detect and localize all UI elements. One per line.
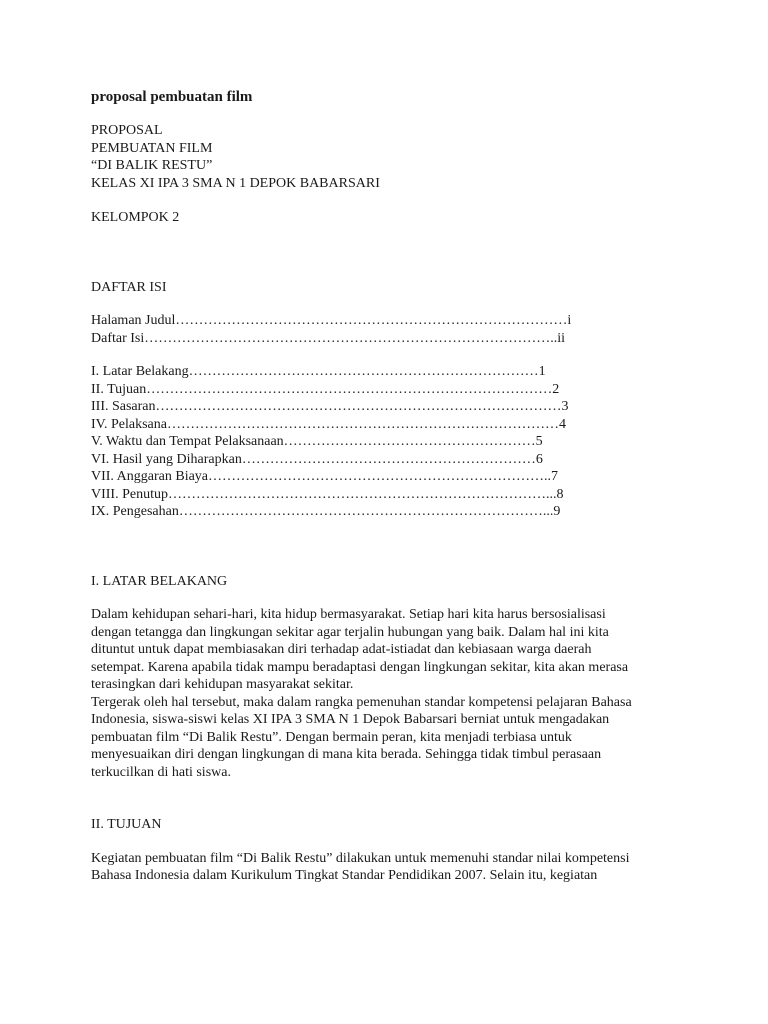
paragraph-line: Indonesia, siswa-siswi kelas XI IPA 3 SMA N 1 Depok Babarsari berniat untuk mengadakan [91, 712, 610, 727]
paragraph-line: Dalam kehidupan sehari-hari, kita hidup bermasyarakat. Setiap hari kita harus bersosialisasi [91, 607, 606, 622]
paragraph-line: dituntut untuk dapat membiasakan diri terhadap adat-istiadat dan kebiasaan warga daerah [91, 642, 592, 657]
toc-entry: Daftar Isi……………………………………………………………………………..ii [91, 330, 566, 346]
toc-front [91, 312, 681, 347]
section-body [91, 606, 681, 781]
document-title: proposal pembuatan film [91, 89, 253, 105]
paragraph-line: pembuatan film “Di Balik Restu”. Dengan bermain peran, kita menjadi terbiasa untuk [91, 729, 572, 745]
toc-entry: IX. Pengesahan……………………………………………………………………...9 [91, 504, 561, 519]
toc-entry: VIII. Penutup………………………………………………………………………...8 [91, 486, 564, 502]
paragraph-line: Kegiatan pembuatan film “Di Balik Restu” dilakukan untuk memenuhi standar nilai kompetensi [91, 850, 630, 866]
cover-block [91, 122, 681, 192]
toc-entry: Halaman Judul…………………………………………………………………………i [91, 313, 572, 328]
toc-entry: VI. Hasil yang Diharapkan………………………………………………………6 [91, 451, 543, 467]
paragraph-line: setempat. Karena apabila tidak mampu beradaptasi dengan lingkungan sekitar, kita akan merasa [91, 659, 629, 675]
toc-entry: V. Waktu dan Tempat Pelaksanaan………………………………………………5 [91, 434, 543, 449]
toc-entry: II. Tujuan……………………………………………………………………………2 [91, 381, 560, 397]
toc-heading: DAFTAR ISI [91, 279, 167, 295]
cover-line: “DI BALIK RESTU” [91, 158, 213, 173]
toc-entry: III. Sasaran……………………………………………………………………………3 [91, 399, 569, 414]
cover-line: PROPOSAL [91, 123, 163, 138]
paragraph-line: terkucilkan di hati siswa. [91, 764, 231, 780]
section-heading: II. TUJUAN [91, 817, 162, 832]
section-heading: I. LATAR BELAKANG [91, 573, 228, 589]
paragraph-line: terasingkan dari kehidupan masyarakat sekitar. [91, 677, 354, 692]
cover-line: PEMBUATAN FILM [91, 140, 213, 156]
cover-line: KELAS XI IPA 3 SMA N 1 DEPOK BABARSARI [91, 175, 380, 191]
toc-entry: IV. Pelaksana…………………………………………………………………………4 [91, 416, 566, 432]
paragraph-line: menyesuaikan diri dengan lingkungan di mana kita berada. Sehingga tidak timbul perasaan [91, 747, 602, 762]
group-label: KELOMPOK 2 [91, 210, 180, 225]
document-page [91, 88, 681, 885]
paragraph-line: dengan tetangga dan lingkungan sekitar agar terjalin hubungan yang baik. Dalam hal ini kita [91, 624, 609, 640]
toc-main [91, 363, 681, 521]
section-body [91, 850, 681, 885]
paragraph-line: Bahasa Indonesia dalam Kurikulum Tingkat Standar Pendidikan 2007. Selain itu, kegiatan [91, 868, 598, 883]
paragraph-line: Tergerak oleh hal tersebut, maka dalam rangka pemenuhan standar kompetensi pelajaran Bahasa [91, 694, 632, 710]
toc-entry: I. Latar Belakang…………………………………………………………………1 [91, 364, 546, 379]
toc-entry: VII. Anggaran Biaya………………………………………………………………..7 [91, 469, 559, 484]
